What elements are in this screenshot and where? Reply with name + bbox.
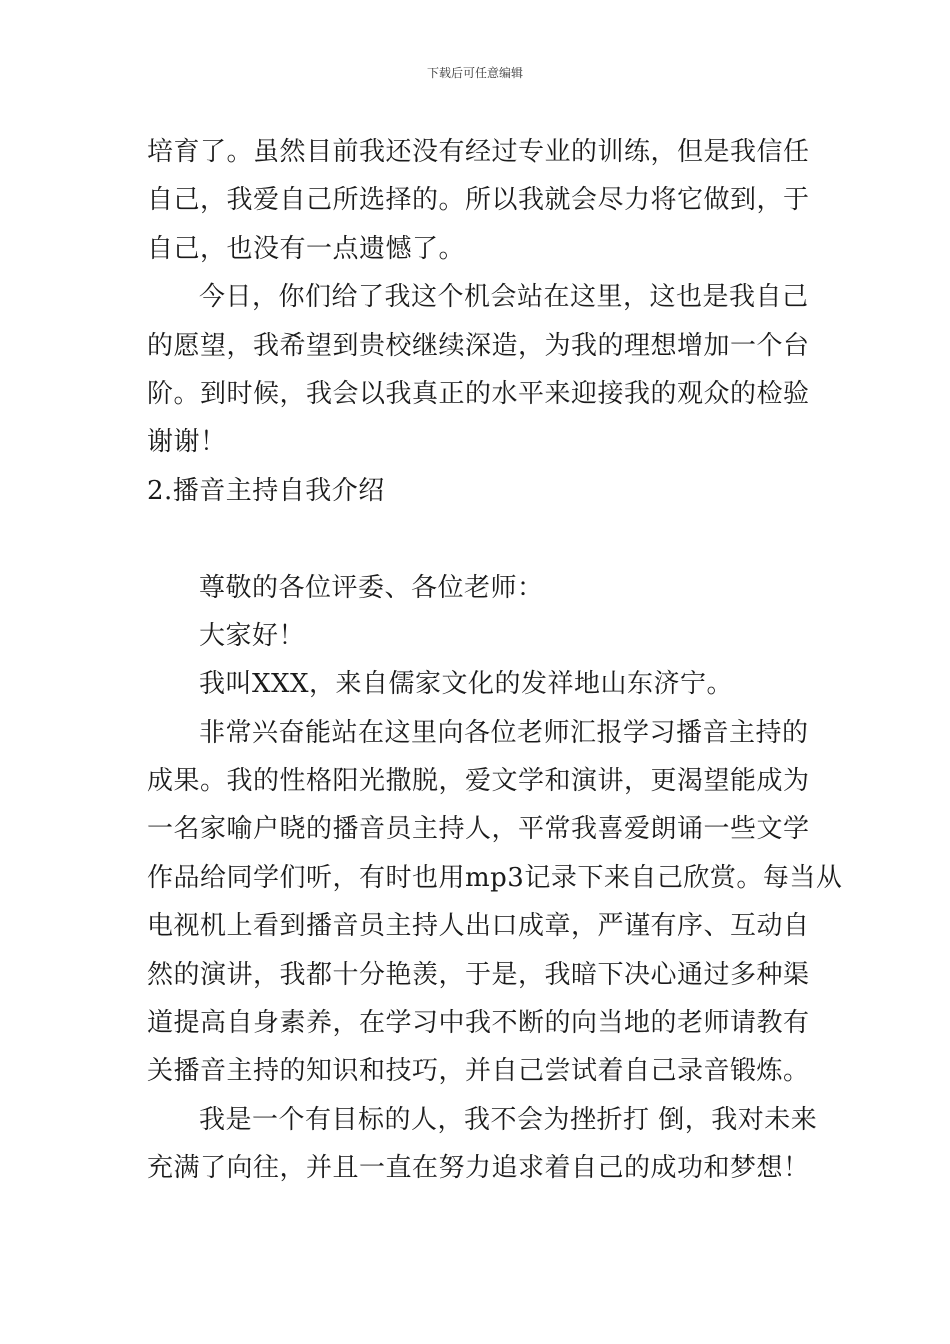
text-line: 培育了。虽然目前我还没有经过专业的训练，但是我信任 — [147, 137, 810, 167]
text-line: 一名家喻户晓的播音员主持人，平常我喜爱朗诵一些文学 — [147, 814, 810, 845]
text-line: 今日，你们给了我这个机会站在这里，这也是我自己 — [199, 282, 809, 313]
text-line: 我是一个有目标的人，我不会为挫折打 倒，我对未来 — [199, 1104, 818, 1135]
section-heading: 2.播音主持自我介绍 — [147, 475, 385, 506]
blank-line — [147, 515, 809, 563]
text-line: 尊敬的各位评委、各位老师： — [199, 572, 544, 603]
text-line: 我叫XXX，来自儒家文化的发祥地山东济宁。 — [199, 669, 734, 700]
text-line: 的愿望，我希望到贵校继续深造，为我的理想增加一个台 — [147, 330, 810, 361]
text-line: 充满了向往，并且一直在努力追求着自己的成功和梦想！ — [147, 1153, 810, 1184]
text-line: 谢谢！ — [147, 427, 227, 458]
document-body — [147, 128, 843, 1193]
text-line: 非常兴奋能站在这里向各位老师汇报学习播音主持的 — [199, 717, 809, 748]
page-header: 下载后可任意编辑 — [426, 66, 523, 80]
text-line: 自己，也没有一点遗憾了。 — [147, 233, 466, 264]
text-line: 阶。到时候，我会以我真正的水平来迎接我的观众的检验 — [147, 378, 810, 409]
text-line: 道提高自身素养，在学习中我不断的向当地的老师请教有 — [147, 1008, 810, 1039]
text-line: 作品给同学们听，有时也用mp3记录下来自己欣赏。每当从 — [147, 862, 843, 893]
text-line: 自己，我爱自己所选择的。所以我就会尽力将它做到，于 — [147, 185, 810, 216]
text-line: 成果。我的性格阳光撒脱，爱文学和演讲，更渴望能成为 — [147, 766, 810, 797]
text-line: 然的演讲，我都十分艳羡，于是，我暗下决心通过多种渠 — [147, 959, 810, 990]
text-line: 关播音主持的知识和技巧，并自己尝试着自己录音锻炼。 — [147, 1056, 810, 1087]
text-line: 电视机上看到播音员主持人出口成章，严谨有序、互动自 — [147, 911, 810, 942]
text-line: 大家好！ — [199, 620, 306, 651]
